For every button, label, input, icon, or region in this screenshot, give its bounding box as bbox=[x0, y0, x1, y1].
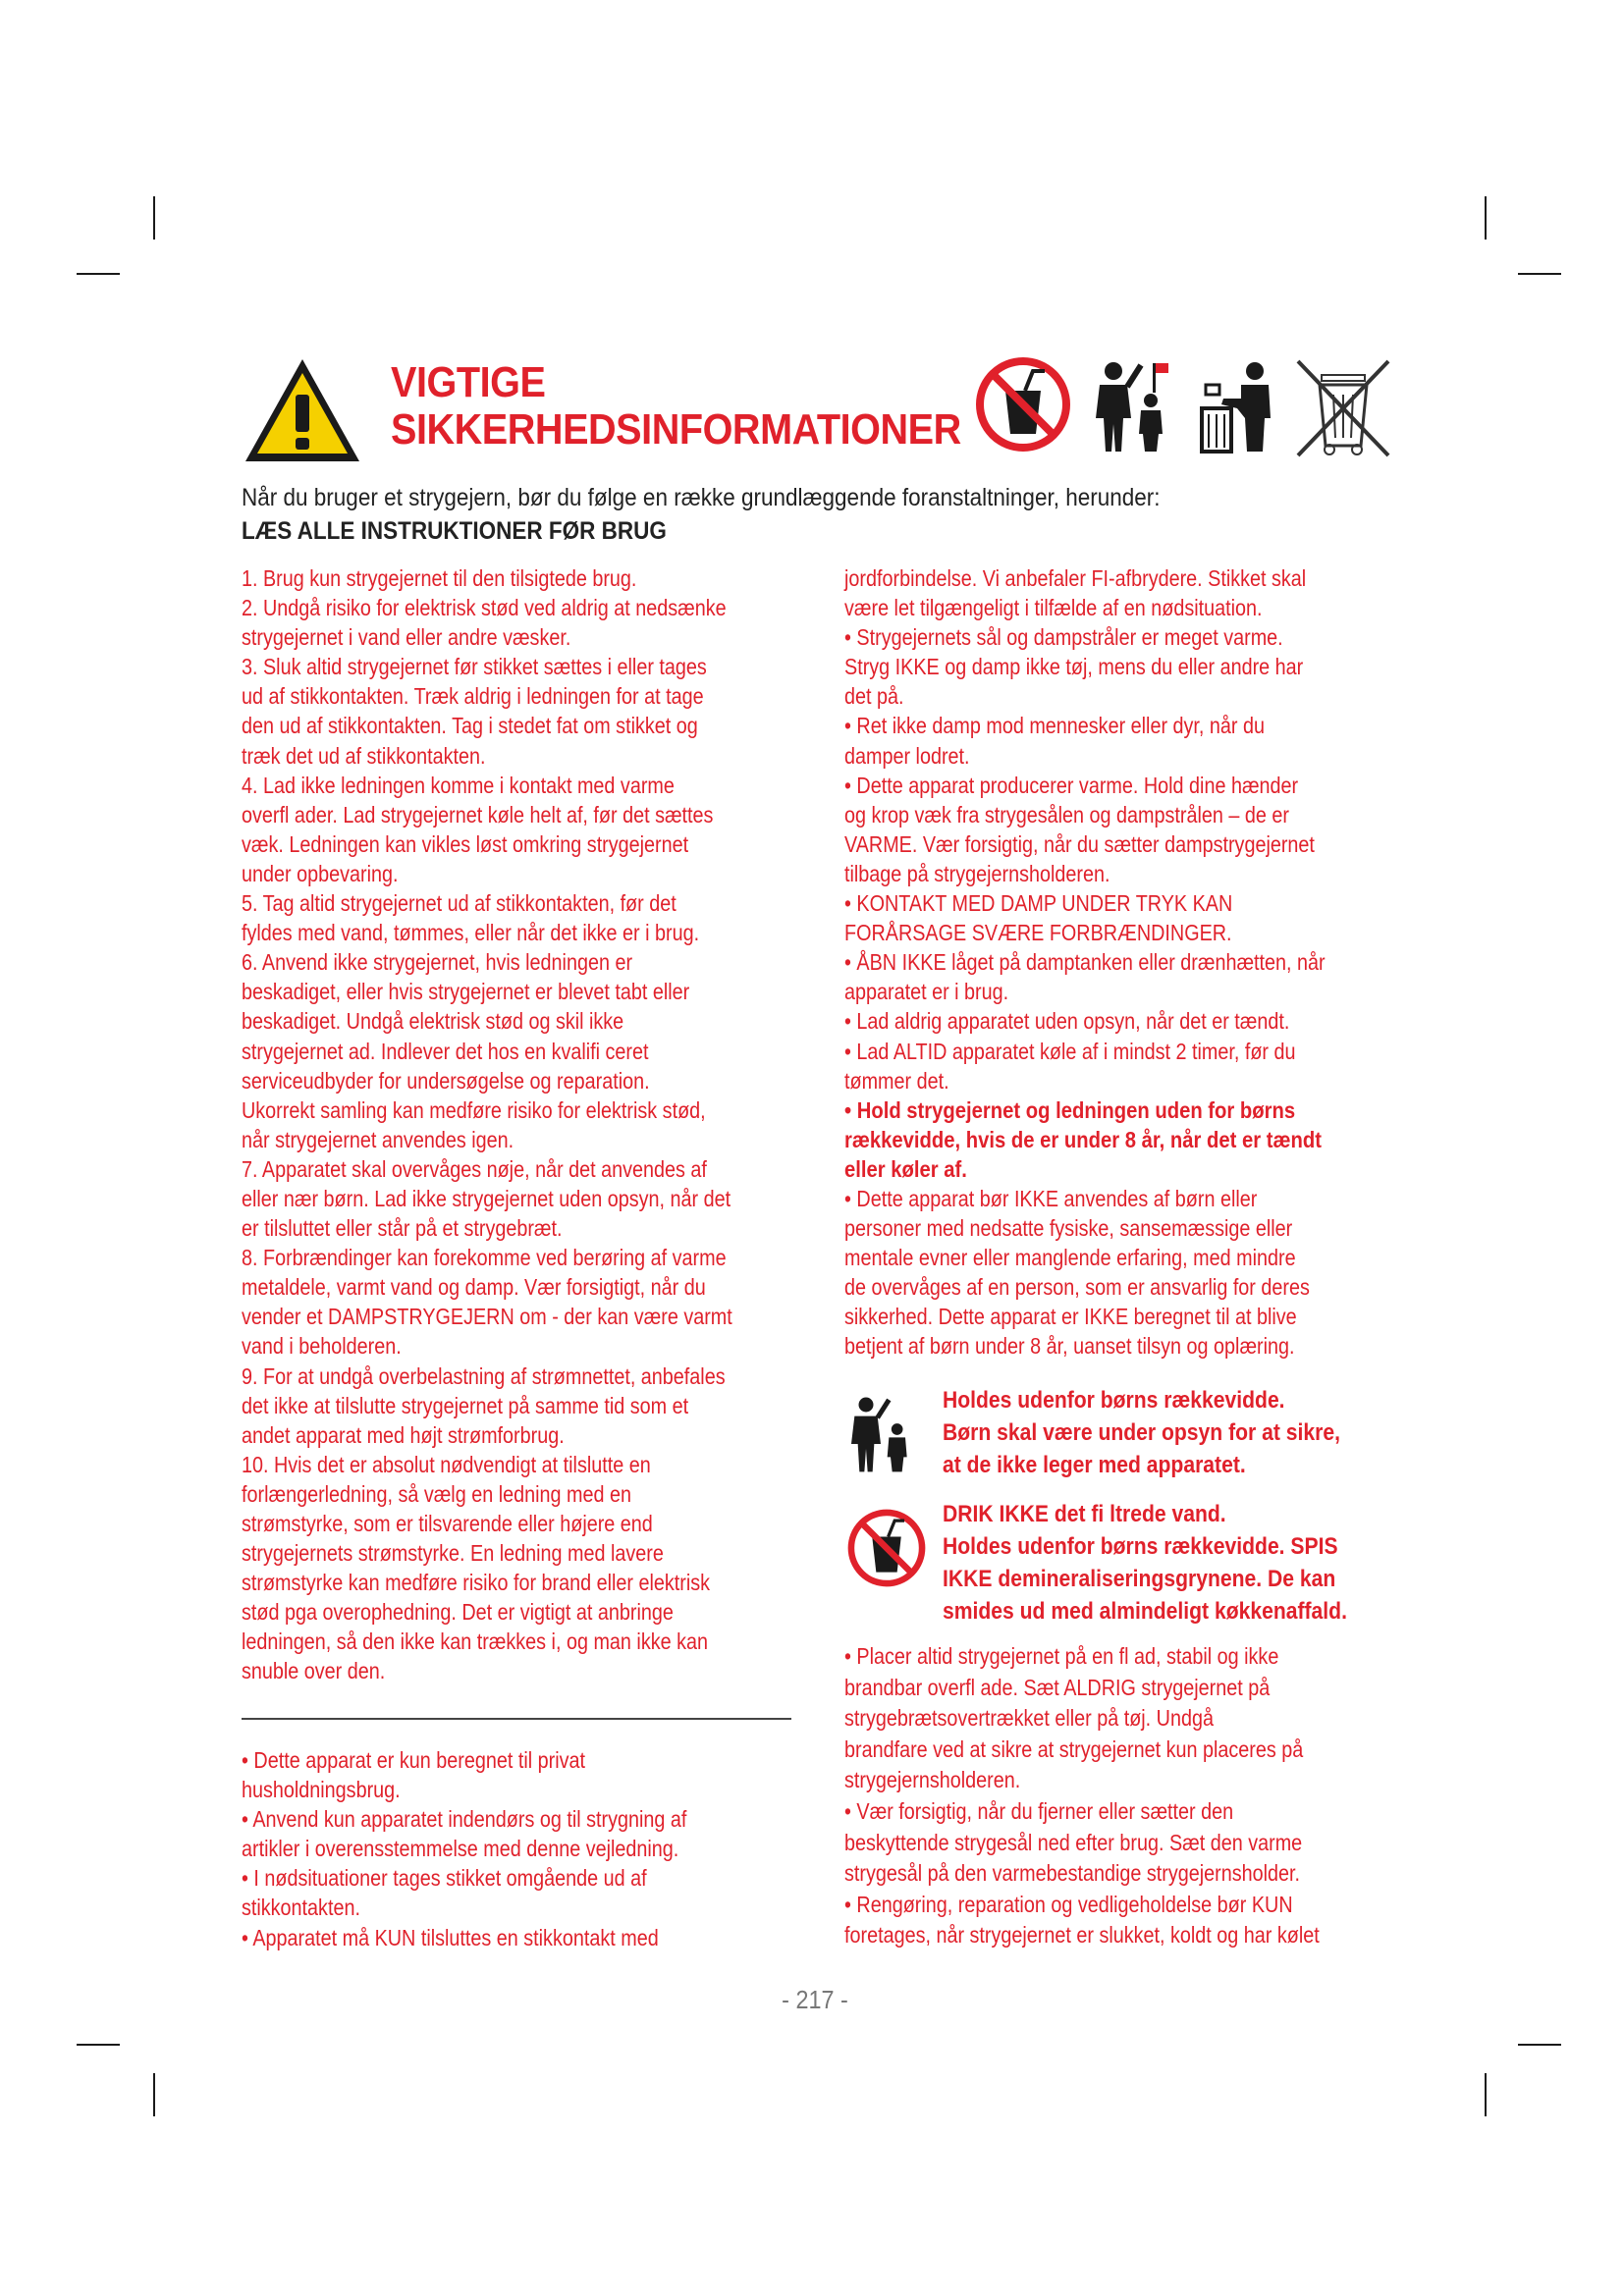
text-line: 9. For at undgå overbelastning af strømnettet, anbefales bbox=[242, 1362, 726, 1389]
text-line: forlængerledning, så vælg en ledning med en bbox=[242, 1480, 631, 1507]
note-line: IKKE demineraliseringsgrynene. De kan bbox=[943, 1566, 1336, 1592]
text-line: • KONTAKT MED DAMP UNDER TRYK KAN bbox=[844, 890, 1233, 917]
text-line: eller nær børn. Lad ikke strygejernet uden opsyn, når det bbox=[242, 1185, 731, 1211]
text-line: overfl ader. Lad strygejernet køle helt af, før det sættes bbox=[242, 801, 714, 828]
bold-warning-line: • Hold strygejernet og ledningen uden for børns bbox=[844, 1096, 1296, 1123]
text-line: snuble over den. bbox=[242, 1658, 386, 1684]
text-line: Stryg IKKE og damp ikke tøj, mens du eller andre har bbox=[844, 654, 1304, 680]
text-line: strygesål på den varmebestandige strygejernsholder. bbox=[844, 1860, 1301, 1887]
children-note bbox=[943, 1384, 1394, 1481]
text-line: • Apparatet må KUN tilsluttes en stikkontakt med bbox=[242, 1924, 659, 1950]
text-line: VARME. Vær forsigtig, når du sætter dampstrygejernet bbox=[844, 830, 1315, 857]
text-line: tømmer det. bbox=[844, 1067, 949, 1094]
text-line: • Dette apparat bør IKKE anvendes af børn eller bbox=[844, 1185, 1258, 1211]
text-line: serviceudbyder for undersøgelse og reparation. bbox=[242, 1067, 650, 1094]
text-line: 10. Hvis det er absolut nødvendigt at tilslutte en bbox=[242, 1451, 651, 1477]
text-line: og krop væk fra strygesålen og dampstrålen – de er bbox=[844, 801, 1289, 828]
page-title bbox=[391, 359, 961, 454]
keep-away-from-children-icon bbox=[1090, 359, 1172, 454]
text-line: • Strygejernets sål og dampstråler er meget varme. bbox=[844, 624, 1283, 651]
keep-away-from-children-icon bbox=[846, 1390, 915, 1478]
note-line: Holdes udenfor børns rækkevidde. SPIS bbox=[943, 1533, 1338, 1560]
text-line: brandbar overfl ade. Sæt ALDRIG strygejernet på bbox=[844, 1674, 1271, 1700]
text-line: under opbevaring. bbox=[242, 860, 399, 886]
intro-text: Når du bruger et strygejern, bør du følge en række grundlæggende foranstaltninger, herunder: bbox=[242, 484, 1161, 511]
text-line: stød pga overophedning. Det er vigtigt at anbringe bbox=[242, 1599, 674, 1626]
text-line: strygejernet ad. Indlever det hos en kvalifi ceret bbox=[242, 1038, 649, 1064]
crop-mark bbox=[1518, 273, 1561, 275]
text-line: træk det ud af stikkontakten. bbox=[242, 742, 486, 769]
text-line: jordforbindelse. Vi anbefaler FI-afbrydere. Stikket skal bbox=[844, 565, 1307, 591]
text-line: • Rengøring, reparation og vedligeholdelse bør KUN bbox=[844, 1891, 1293, 1917]
right-column-bottom bbox=[844, 1641, 1394, 1951]
text-line: • Dette apparat er kun beregnet til privat bbox=[242, 1747, 585, 1773]
crop-mark bbox=[77, 2044, 120, 2046]
text-line: det ikke at tilslutte strygejernet på samme tid som et bbox=[242, 1392, 689, 1418]
text-line: strygejernets strømstyrke. En ledning med lavere bbox=[242, 1540, 664, 1567]
text-line: strømstyrke kan medføre risiko for brand eller elektrisk bbox=[242, 1570, 711, 1596]
text-line: 8. Forbrændinger kan forekomme ved berøring af varme bbox=[242, 1245, 727, 1271]
text-line: 3. Sluk altid strygejernet før stikket sættes i eller tages bbox=[242, 654, 707, 680]
text-line: være let tilgængeligt i tilfælde af en nødsituation. bbox=[844, 595, 1263, 621]
crossed-out-wheelie-bin-icon bbox=[1292, 355, 1394, 461]
text-line: • Dette apparat producerer varme. Hold dine hænder bbox=[844, 772, 1299, 798]
text-line: 6. Anvend ikke strygejernet, hvis ledningen er bbox=[242, 949, 633, 976]
left-column-bottom bbox=[242, 1745, 801, 1952]
section-divider bbox=[242, 1718, 791, 1720]
text-line: beskadiget, eller hvis strygejernet er blevet tabt eller bbox=[242, 979, 690, 1005]
text-line: 4. Lad ikke ledningen komme i kontakt med varme bbox=[242, 772, 675, 798]
text-line: strømstyrke, som er tilsvarende eller højere end bbox=[242, 1511, 653, 1536]
crop-mark bbox=[1485, 2073, 1487, 2116]
text-line: husholdningsbrug. bbox=[242, 1777, 401, 1803]
text-line: det på. bbox=[844, 683, 904, 710]
text-line: betjent af børn under 8 år, uanset tilsyn og oplæring. bbox=[844, 1333, 1295, 1360]
drink-note bbox=[943, 1498, 1402, 1628]
text-line: når strygejernet anvendes igen. bbox=[242, 1126, 514, 1152]
text-line: 7. Apparatet skal overvåges nøje, når det anvendes af bbox=[242, 1155, 707, 1182]
bold-warning-line: rækkevidde, hvis de er under 8 år, når det er tændt bbox=[844, 1126, 1322, 1152]
text-line: 5. Tag altid strygejernet ud af stikkontakten, før det bbox=[242, 890, 677, 917]
warning-triangle-icon bbox=[242, 355, 363, 465]
left-column bbox=[242, 563, 801, 1686]
text-line: stikkontakten. bbox=[242, 1895, 360, 1921]
crop-mark bbox=[1518, 2044, 1561, 2046]
text-line: 2. Undgå risiko for elektrisk stød ved aldrig at nedsænke bbox=[242, 595, 727, 621]
text-line: • Ret ikke damp mod mennesker eller dyr, når du bbox=[844, 713, 1265, 739]
text-line: apparatet er i brug. bbox=[844, 979, 1009, 1005]
dispose-in-trash-icon bbox=[1192, 359, 1276, 454]
text-line: strygejernsholderen. bbox=[844, 1767, 1021, 1793]
note-line: smides ud med almindeligt køkkenaffald. bbox=[943, 1598, 1347, 1625]
note-line: DRIK IKKE det fi ltrede vand. bbox=[943, 1501, 1226, 1527]
text-line: FORÅRSAGE SVÆRE FORBRÆNDINGER. bbox=[844, 920, 1232, 946]
crop-mark bbox=[1485, 196, 1487, 240]
text-line: artikler i overensstemmelse med denne vejledning. bbox=[242, 1836, 679, 1862]
page-number: - 217 - bbox=[782, 1985, 848, 2014]
crop-mark bbox=[153, 2073, 155, 2116]
text-line: beskadiget. Undgå elektrisk stød og skil ikke bbox=[242, 1008, 624, 1035]
text-line: • I nødsituationer tages stikket omgående ud af bbox=[242, 1865, 647, 1892]
title-line: SIKKERHEDSINFORMATIONER bbox=[391, 405, 961, 454]
text-line: personer med nedsatte fysiske, sansemæssige eller bbox=[844, 1215, 1293, 1242]
text-line: den ud af stikkontakten. Tag i stedet fat om stikket og bbox=[242, 713, 698, 739]
text-line: strygebrætsovertrækket eller på tøj. Undgå bbox=[844, 1705, 1214, 1732]
text-line: brandfare ved at sikre at strygejernet kun placeres på bbox=[844, 1735, 1304, 1762]
text-line: ud af stikkontakten. Træk aldrig i ledningen for at tage bbox=[242, 683, 704, 710]
text-line: strygejernet i vand eller andre væsker. bbox=[242, 624, 571, 651]
note-line: Børn skal være under opsyn for at sikre, bbox=[943, 1419, 1340, 1446]
text-line: de overvåges af en person, som er ansvarlig for deres bbox=[844, 1274, 1310, 1301]
read-all-heading: LÆS ALLE INSTRUKTIONER FØR BRUG bbox=[242, 517, 667, 545]
text-line: tilbage på strygejernsholderen. bbox=[844, 860, 1110, 886]
text-line: vender et DAMPSTRYGEJERN om - der kan være varmt bbox=[242, 1304, 732, 1330]
crop-mark bbox=[77, 273, 120, 275]
text-line: • ÅBN IKKE låget på damptanken eller drænhætten, når bbox=[844, 949, 1326, 976]
text-line: sikkerhed. Dette apparat er IKKE beregnet til at blive bbox=[844, 1304, 1297, 1330]
text-line: 1. Brug kun strygejernet til den tilsigtede brug. bbox=[242, 565, 637, 591]
text-line: Ukorrekt samling kan medføre risiko for elektrisk stød, bbox=[242, 1096, 706, 1123]
text-line: beskyttende strygesål ned efter brug. Sæt den varme bbox=[844, 1829, 1303, 1855]
text-line: ledningen, så den ikke kan trækkes i, og man ikke kan bbox=[242, 1629, 708, 1655]
text-line: metaldele, varmt vand og damp. Vær forsigtigt, når du bbox=[242, 1274, 706, 1301]
note-line: at de ikke leger med apparatet. bbox=[943, 1452, 1246, 1478]
text-line: væk. Ledningen kan vikles løst omkring strygejernet bbox=[242, 830, 689, 857]
text-line: andet apparat med højt strømforbrug. bbox=[242, 1421, 565, 1448]
right-column bbox=[844, 563, 1394, 1362]
text-line: mentale evner eller manglende erfaring, med mindre bbox=[844, 1245, 1296, 1271]
crop-mark bbox=[153, 196, 155, 240]
text-line: • Lad ALTID apparatet køle af i mindst 2 timer, før du bbox=[844, 1038, 1296, 1064]
text-line: damper lodret. bbox=[844, 742, 970, 769]
no-drinking-icon bbox=[846, 1508, 927, 1588]
text-line: er tilsluttet eller står på et strygebræt. bbox=[242, 1215, 563, 1242]
text-line: • Anvend kun apparatet indendørs og til strygning af bbox=[242, 1806, 687, 1833]
title-line: VIGTIGE bbox=[391, 358, 546, 406]
no-drinking-icon bbox=[974, 355, 1072, 454]
note-line: Holdes udenfor børns rækkevidde. bbox=[943, 1387, 1285, 1414]
text-line: foretages, når strygejernet er slukket, koldt og har kølet bbox=[844, 1922, 1320, 1949]
text-line: vand i beholderen. bbox=[242, 1333, 402, 1360]
text-line: • Placer altid strygejernet på en fl ad, stabil og ikke bbox=[844, 1643, 1279, 1669]
text-line: fyldes med vand, tømmes, eller når det ikke er i brug. bbox=[242, 920, 700, 946]
text-line: • Lad aldrig apparatet uden opsyn, når det er tændt. bbox=[844, 1008, 1290, 1035]
bold-warning-line: eller køler af. bbox=[844, 1155, 967, 1182]
text-line: • Vær forsigtig, når du fjerner eller sætter den bbox=[844, 1797, 1234, 1824]
